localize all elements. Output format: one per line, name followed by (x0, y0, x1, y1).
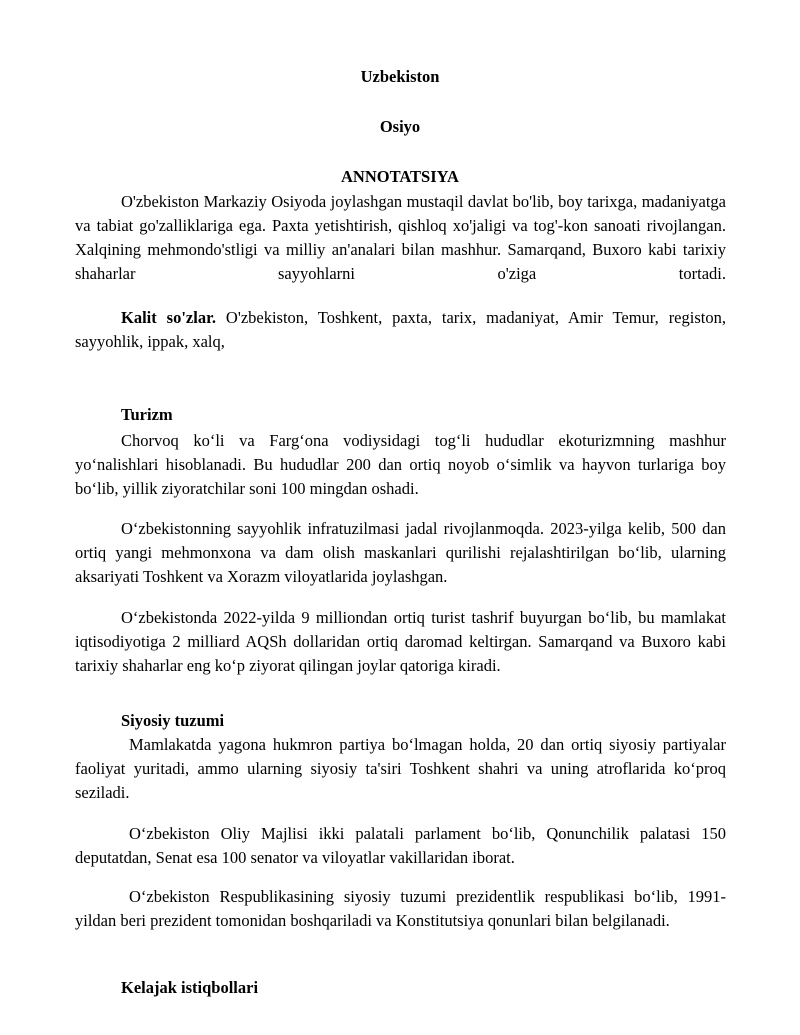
siyosiy-paragraph-3: Oʻzbekiston Respublikasining siyosiy tuzumi prezidentlik respublikasi boʻlib, 1991-yildan beri prezident tomonidan boshqariladi va Konstitutsiya qonunlari bilan belgilanadi. (75, 887, 726, 930)
siyosiy-paragraph-1: Mamlakatda yagona hukmron partiya boʻlmagan holda, 20 dan ortiq siyosiy partiyalar faoliyat yuritadi, ammo ularning siyosiy ta'siri Toshkent shahri va uning atroflarida koʻproq seziladi. (75, 735, 726, 802)
turizm-paragraph-1: Chorvoq koʻli va Fargʻona vodiysidagi togʻli hududlar ekoturizmning mashhur yoʻnalishlari hisoblanadi. Bu hududlar 200 dan ortiq noyob oʻsimlik va hayvon turlariga boy boʻlib, yillik ziyoratchilar soni 100 mingdan oshadi. (75, 431, 726, 498)
keywords-list: O'zbekiston, Toshkent, paxta, tarix, madaniyat, Amir Temur, registon, sayyohlik, ippak, xalq, (75, 308, 726, 351)
siyosiy-paragraph-2: Oʻzbekiston Oliy Majlisi ikki palatali parlament boʻlib, Qonunchilik palatasi 150 deputatdan, Senat esa 100 senator va viloyatlar vakillaridan iborat. (75, 824, 726, 867)
abstract-paragraph: O'zbekiston Markaziy Osiyoda joylashgan mustaqil davlat bo'lib, boy tarixga, madaniyatga va tabiat go'zalliklariga ega. Paxta yetishtirish, qishloq xo'jaligi va tog'-kon sanoati rivojlangan. Xalqining mehmondo'stligi va milliy an'analari bilan mashhur. Samarqand, Buxoro kabi tarixiy shaharlar sayyohlarni o'ziga tortadi. (75, 192, 726, 283)
turizm-heading: Turizm (121, 405, 173, 424)
siyosiy-heading: Siyosiy tuzumi (121, 711, 225, 730)
turizm-paragraph-2: Oʻzbekistonning sayyohlik infratuzilmasi jadal rivojlanmoqda. 2023-yilga kelib, 500 dan ortiq yangi mehmonxona va dam olish maskanlari qurilishi rejalashtirilgan boʻlib, ularning aksariyati Toshkent va Xorazm viloyatlarida joylashgan. (75, 519, 726, 586)
kelajak-heading: Kelajak istiqbollari (121, 978, 259, 997)
keywords-paragraph (75, 306, 726, 354)
country-title: Uzbekiston (360, 67, 440, 86)
region-title: Osiyo (379, 117, 421, 136)
keywords-label: Kalit so'zlar. (121, 308, 217, 327)
section-title: ANNOTATSIYA (341, 167, 459, 186)
turizm-paragraph-3: Oʻzbekistonda 2022-yilda 9 milliondan ortiq turist tashrif buyurgan boʻlib, bu mamlakat iqtisodiyotiga 2 milliard AQSh dollaridan ortiq daromad keltirgan. Samarqand va Buxoro kabi tarixiy shaharlar eng koʻp ziyorat qilingan joylar qatoriga kiradi. (75, 608, 726, 675)
